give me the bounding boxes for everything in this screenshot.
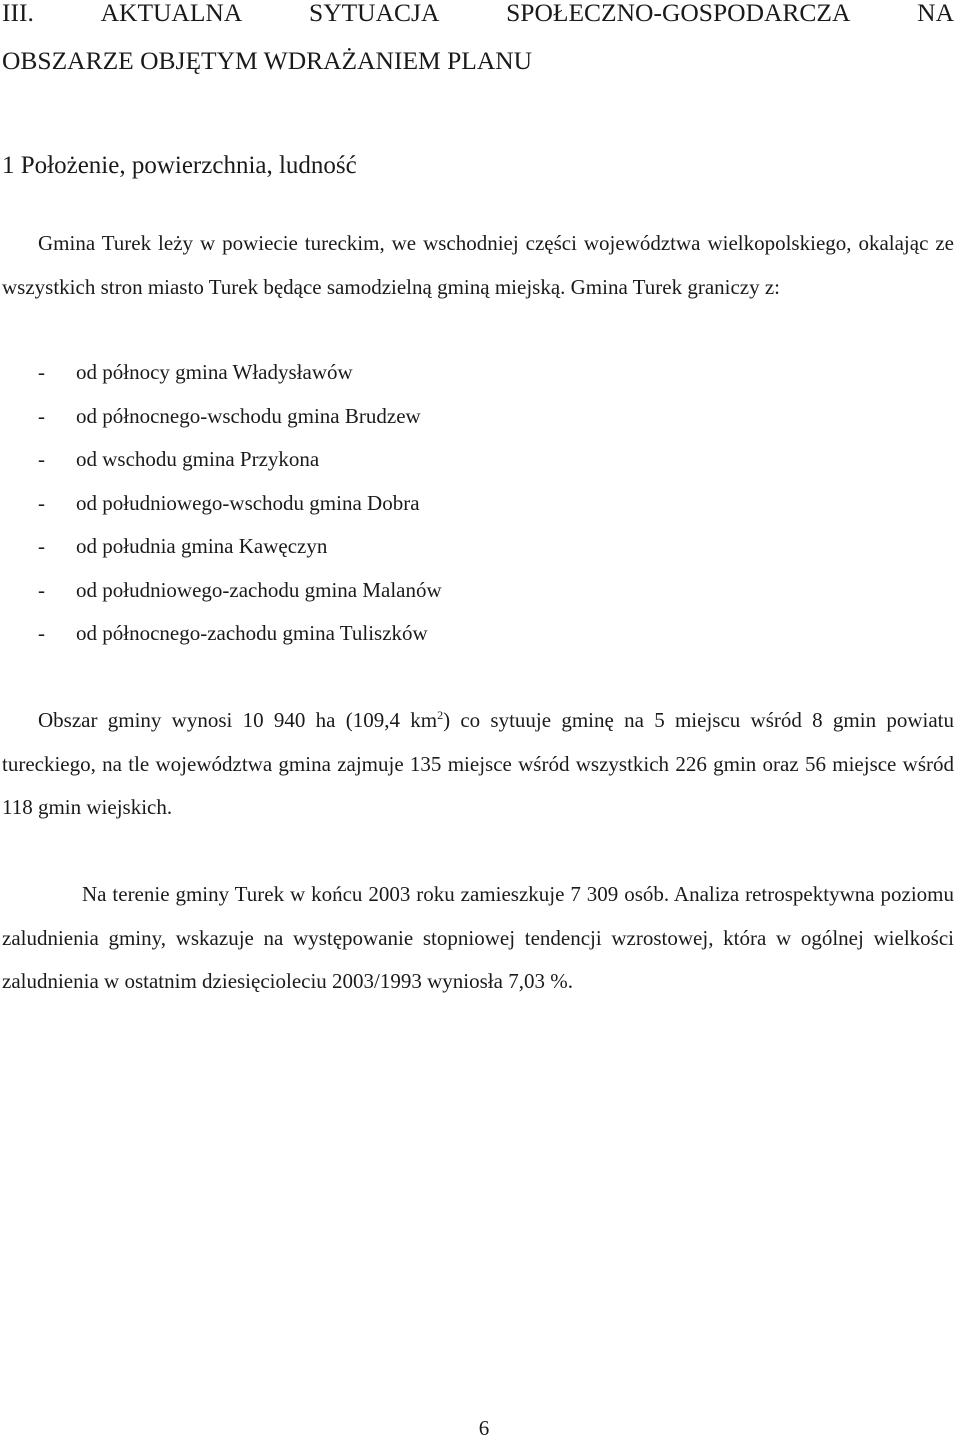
list-item bbox=[0, 482, 442, 526]
area-unit-superscript: 2 bbox=[437, 708, 444, 722]
area-paragraph bbox=[2, 699, 954, 830]
list-bullet: - bbox=[38, 360, 45, 384]
list-item bbox=[0, 351, 442, 395]
list-item bbox=[0, 395, 442, 439]
list-item bbox=[0, 438, 442, 482]
list-item-text: od północnego-wschodu gmina Brudzew bbox=[76, 403, 421, 428]
section-title-line-1: III. AKTUALNA SYTUACJA SPOŁECZNO-GOSPODARCZA NA bbox=[2, 0, 954, 27]
area-text-start: Obszar gminy wynosi 10 940 ha (109,4 km bbox=[38, 708, 438, 732]
list-item-text: od południa gmina Kawęczyn bbox=[76, 534, 328, 558]
list-bullet: - bbox=[38, 621, 45, 645]
list-item-text: od północy gmina Władysławów bbox=[76, 360, 353, 384]
list-item-text: od wschodu gmina Przykona bbox=[76, 447, 320, 471]
list-bullet: - bbox=[38, 447, 45, 471]
list-bullet: - bbox=[38, 577, 45, 602]
intro-paragraph: Gmina Turek leży w powiecie tureckim, we wschodniej części województwa wielkopolskiego, okalając ze wszystkich stron miasto Turek będące samodzielną gminą miejską. Gmina Turek graniczy z: bbox=[2, 231, 954, 299]
list-item-text: od południowego-zachodu gmina Malanów bbox=[76, 577, 442, 602]
list-item-text: od południowego-wschodu gmina Dobra bbox=[76, 490, 420, 515]
area-text-end: ) co sytuuje gminę na 5 miejscu wśród 8 gmin powiatu tureckiego, na tle województwa gmina zajmuje 135 miejsce wśród wszystkich 226 gmin oraz 56 miejsce wśród 118 gmin wiejskich. bbox=[2, 708, 954, 819]
list-item bbox=[0, 612, 442, 656]
borders-list bbox=[0, 351, 442, 656]
list-item-text: od północnego-zachodu gmina Tuliszków bbox=[76, 621, 428, 645]
list-bullet: - bbox=[38, 534, 45, 558]
list-bullet: - bbox=[38, 490, 45, 515]
list-bullet: - bbox=[38, 403, 45, 428]
list-item bbox=[0, 525, 442, 569]
subsection-title: 1 Położenie, powierzchnia, ludność bbox=[2, 152, 357, 179]
section-title-line-2: OBSZARZE OBJĘTYM WDRAŻANIEM PLANU bbox=[2, 46, 533, 75]
list-item bbox=[0, 569, 442, 613]
population-paragraph: Na terenie gminy Turek w końcu 2003 roku zamieszkuje 7 309 osób. Analiza retrospektywna poziomu zaludnienia gminy, wskazuje na występowanie stopniowej tendencji wzrostowej, która w ogólnej wielkości zaludnienia w ostatnim dziesięcioleciu 2003/1993 wyniosła 7,03 %. bbox=[2, 882, 954, 993]
page-number: 6 bbox=[478, 1416, 490, 1440]
